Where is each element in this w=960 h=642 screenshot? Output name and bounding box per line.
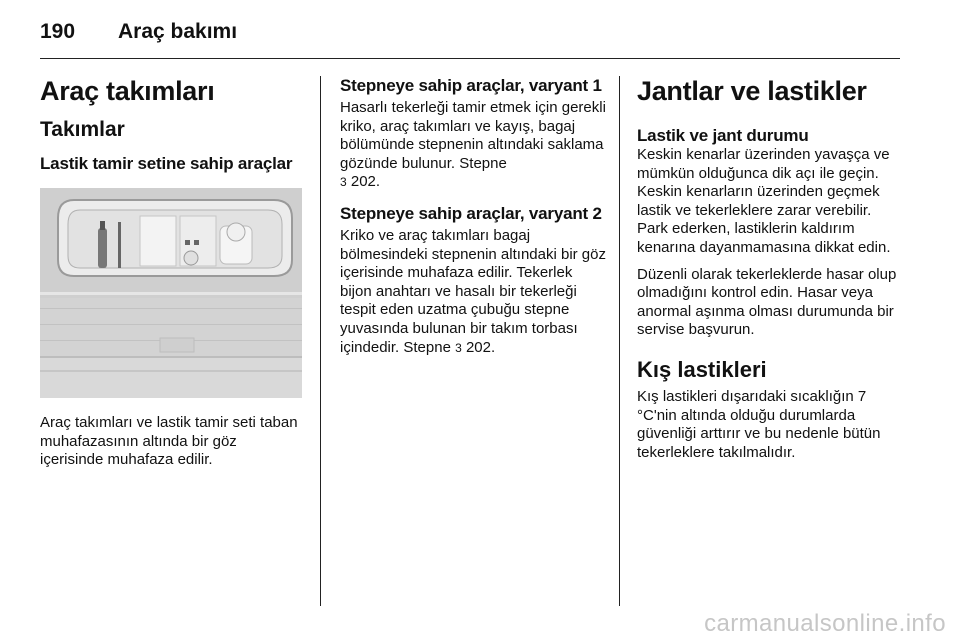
heading-lastik-jant-durumu: Lastik ve jant durumu <box>637 126 809 145</box>
column-divider-1 <box>320 76 321 606</box>
page-number: 190 <box>40 20 76 43</box>
paragraph-kis-lastikleri: Kış lastikleri dışarıdaki sıcaklığın 7 °C'nin altında olduğu durumlarda güvenliği arttırır ve bu nedenle bütün tekerleklere takılmalıdır. <box>637 387 881 461</box>
ref-arrow-icon: 3 <box>455 340 462 355</box>
column-divider-2 <box>619 76 620 606</box>
heading-varyant-2: Stepneye sahip araçlar, varyant 2 <box>340 203 602 223</box>
trunk-floor-photo <box>40 188 302 398</box>
section-heading-arac-takimlari: Araç takımları <box>40 76 215 106</box>
heading-kis-lastikleri: Kış lastikleri <box>637 356 767 382</box>
paragraph-takimlar: Araç takımları ve lastik tamir seti taban muhafazasının altında bir göz içerisinde muhafaza edilir. <box>40 414 298 469</box>
header-rule <box>40 58 900 59</box>
heading-lastik-tamir-seti: Lastik tamir setine sahip araçlar <box>40 154 293 173</box>
page-ref-link-1[interactable]: 202. <box>350 173 381 191</box>
heading-takimlar: Takımlar <box>40 118 125 141</box>
page-ref-link-2[interactable]: 202. <box>465 338 496 356</box>
paragraph-varyant-2 <box>340 227 606 357</box>
column-right <box>637 76 903 462</box>
watermark: carmanualsonline.info <box>704 610 946 637</box>
ref-arrow-icon: 3 <box>340 175 347 190</box>
paragraph-varyant-1 <box>340 99 606 192</box>
paragraph-lastik-jant-1: Keskin kenarlar üzerinden yavaşça ve mümkün olduğunca dik açı ile geçin. Keskin kenarların üzerinden geçmek lastik ve tekerleklere zarar verebilir. Park ederken, lastiklerin kaldırım kenarına dayanmamasına dikkat edin. <box>637 146 891 256</box>
paragraph-lastik-jant-2: Düzenli olarak tekerleklerde hasar olup olmadığını kontrol edin. Hasar veya anormal aşınma olması durumunda bir servise başvurun. <box>637 265 897 339</box>
column-left <box>40 76 304 470</box>
section-heading-jantlar-lastikler: Jantlar ve lastikler <box>637 76 867 106</box>
heading-varyant-1: Stepneye sahip araçlar, varyant 1 <box>340 76 602 95</box>
paragraph-varyant-1-text: Hasarlı tekerleği tamir etmek için gerekli kriko, araç takımları ve kayış, bagaj bölümünde stepnenin altındaki saklama gözünde bulunur. Stepne <box>340 99 606 172</box>
trunk-floor-illustration <box>40 188 302 398</box>
paragraph-varyant-2-text: Kriko ve araç takımları bagaj bölmesindeki stepnenin altındaki bir göz içerisinde muhafaza edilir. Tekerlek bijon anahtarı ve hasalı bir tekerleği tespit eden uzatma çubuğu stepne yuvasında bulunan bir takım torbası içindedir. Stepne <box>340 226 606 356</box>
column-middle <box>340 76 606 357</box>
header-title: Araç bakımı <box>118 20 238 43</box>
